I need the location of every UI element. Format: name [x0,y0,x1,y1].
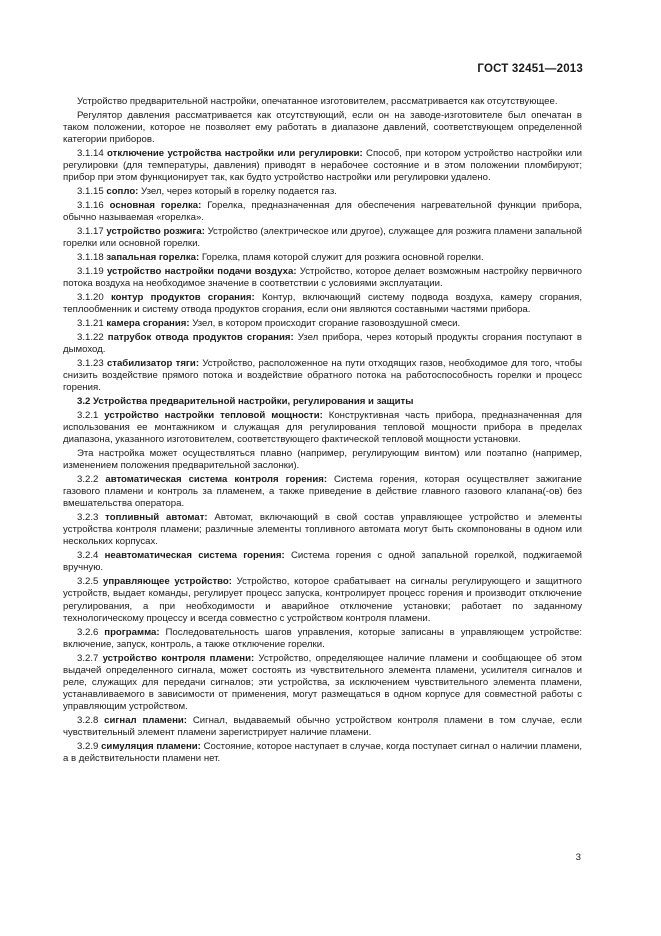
definition-paragraph [63,741,582,765]
definition-paragraph [63,266,582,290]
clause-number: 3.1.16 [77,200,104,211]
definition-text: Устройство (электрическое или другое), служащее для розжига пламени запальной горелки или основной горелки. [63,226,582,250]
section-heading [63,396,582,408]
defined-term: неавтоматическая система горения: [104,550,285,562]
definition-paragraph [63,148,582,185]
definition-text: Способ, при котором устройство настройки или регулировки (для температуры, давления) приводят в нерабочее состояние и в этом положении пломбируют; прибор при этом функционирует так, как будто устройство настройки или регулировки удалено. [63,148,582,184]
definition-paragraph [63,186,582,198]
definition-text: Регулятор давления рассматривается как отсутствующий, если он на заводе-изготовителе был опечатан в таком положении, которое не позволяет ему работать в диапазоне давлений, соответствующем определенной категории приборов. [63,109,582,146]
clause-number: 3.1.21 [77,317,104,329]
definition-paragraph [63,200,582,224]
defined-term: симуляция пламени: [101,741,201,753]
definition-text: Система горения с одной запальной горелкой, поджигаемой вручную. [63,550,582,574]
defined-term: программа: [104,626,160,638]
definition-text: Последовательность шагов управления, которые записаны в управляющем устройстве: включение, запуск, контроль, а также отключение горелки. [63,626,582,650]
definition-paragraph [63,474,582,511]
definition-paragraph [63,252,582,264]
definition-text: Конструктивная часть прибора, предназначенная для использования ее монтажником и служащая для регулирования тепловой мощности прибора в пределах диапазона, указанного изготовителем, соответствующего фактической тепловой мощности установки. [63,409,582,445]
definition-paragraph [63,550,582,574]
defined-term: автоматическая система контроля горения: [105,473,328,485]
defined-term: устройство контроля пламени: [102,652,255,664]
document-code-header: ГОСТ 32451—2013 [477,63,583,75]
defined-term: отключение устройства настройки или регулировки: [107,148,363,159]
clause-number: 3.2.3 [77,512,99,523]
defined-term: сигнал пламени: [104,715,187,727]
definition-text: Автомат, включающий в свой состав управляющее устройство и элементы устройства контроля пламени; различные элементы топливного автомата могут быть скомпонованы в одном или нескольких корпусах. [63,512,582,548]
definition-text: Контур, включающий систему подвода воздуха, камеру сгорания, теплообменник и систему отвода продуктов сгорания, если они являются составными частями прибора. [63,291,582,315]
definition-text: Устройство предварительной настройки, опечатанное изготовителем, рассматривается как отсутствующее. [77,96,558,107]
definition-paragraph [63,715,582,739]
body-paragraph [63,448,582,472]
definition-paragraph [63,512,582,549]
definition-paragraph [63,332,582,356]
defined-term: устройство розжига: [106,226,205,237]
definition-text: Узел, через который в горелку подается газ. [138,186,337,198]
definition-text: Устройство, расположенное на пути отходящих газов, необходимое для того, чтобы снизить воздействие прямого потока и воздействие обратного потока на работоспособность горелки и процесс горения. [63,357,582,393]
definition-text: Устройство, которое срабатывает на сигналы регулирующего и защитного устройств, выдает команды, регулирует процесс запуска, контролирует процесс горения и производит отключение регулирования, а при необходимости и аварийное отключение установки; работает по заданному технологическому процессу и всегда совместно с устройством контроля пламени. [63,576,582,624]
defined-term: сопло: [106,186,139,198]
clause-number: 3.2.9 [77,741,99,753]
clause-number: 3.1.23 [77,357,104,369]
clause-number: 3.1.18 [77,252,104,263]
body-paragraph [63,110,582,147]
defined-term: стабилизатор тяги: [106,357,200,369]
clause-number: 3.1.20 [77,291,104,303]
defined-term: камера сгорания: [106,317,190,329]
defined-term: основная горелка: [109,200,202,211]
defined-term: управляющее устройство: [102,576,232,588]
clause-number: 3.2.6 [77,626,99,638]
definition-text: Горелка, пламя которой служит для розжига основной горелки. [199,252,484,263]
section-title: 3.2 Устройства предварительной настройки, регулирования и защиты [77,395,414,407]
definition-text: Сигнал, выдаваемый обычно устройством контроля пламени в том случае, если чувствительный элемент пламени зарегистрирует наличие пламени. [63,715,582,739]
page-number: 3 [575,852,581,863]
definition-text: Состояние, которое наступает в случае, когда поступает сигнал о наличии пламени, а в действительности пламени нет. [63,741,582,765]
definition-paragraph [63,292,582,316]
definition-text: Узел, в котором происходит сгорание газовоздушной смеси. [189,317,461,329]
clause-number: 3.2.4 [77,550,99,562]
definition-text: Узел прибора, через который продукты сгорания поступают в дымоход. [63,331,582,355]
definition-paragraph [63,318,582,330]
defined-term: патрубок отвода продуктов сгорания: [107,331,294,343]
clause-number: 3.1.17 [77,226,104,237]
defined-term: контур продуктов сгорания: [110,291,255,303]
clause-number: 3.1.15 [77,186,104,198]
clause-number: 3.2.1 [77,409,99,421]
definition-text: Устройство, определяющее наличие пламени и сообщающее об этом выдачей определенного сигнала, может состоять из чувствительного элемента пламени, усилителя сигналов и реле, служащих для передачи сигналов; эти устройства, за исключением чувствительного элемента пламени, устанавливаемого в зависимости от применения, могут размещаться в одном корпусе для совместной работы с управляющим устройством. [63,652,582,713]
definition-paragraph [63,226,582,250]
clause-number: 3.2.2 [77,473,99,485]
clause-number: 3.2.8 [77,715,99,727]
document-body [63,96,582,767]
clause-number: 3.2.7 [77,652,99,664]
definition-paragraph [63,358,582,395]
clause-number: 3.2.5 [77,576,99,588]
definition-text: Эта настройка может осуществляться плавно (например, регулирующим винтом) или поэтапно (например, изменением положения предварительной заслонки). [63,447,582,471]
definition-paragraph [63,627,582,651]
defined-term: запальная горелка: [106,252,200,263]
definition-text: Горелка, предназначенная для обеспечения нагревательной функции прибора, обычно называемая «горелка». [63,200,582,224]
defined-term: устройство настройки подачи воздуха: [106,265,297,277]
clause-number: 3.1.14 [77,148,104,159]
definition-text: Устройство, которое делает возможным настройку первичного потока воздуха на необходимое значение в соответствии с условиями эксплуатации. [63,265,583,289]
defined-term: топливный автомат: [105,512,208,523]
definition-text: Система горения, которая осуществляет зажигание газового пламени и контроль за пламенем, а также приведение в действие главного газового клапана(-ов) без вмешательства оператора. [63,473,582,510]
definition-paragraph [63,653,582,714]
clause-number: 3.1.22 [77,331,104,343]
defined-term: устройство настройки тепловой мощности: [104,409,323,421]
definition-paragraph [63,410,582,447]
body-paragraph [63,96,582,108]
clause-number: 3.1.19 [77,265,104,277]
definition-paragraph [63,576,582,625]
